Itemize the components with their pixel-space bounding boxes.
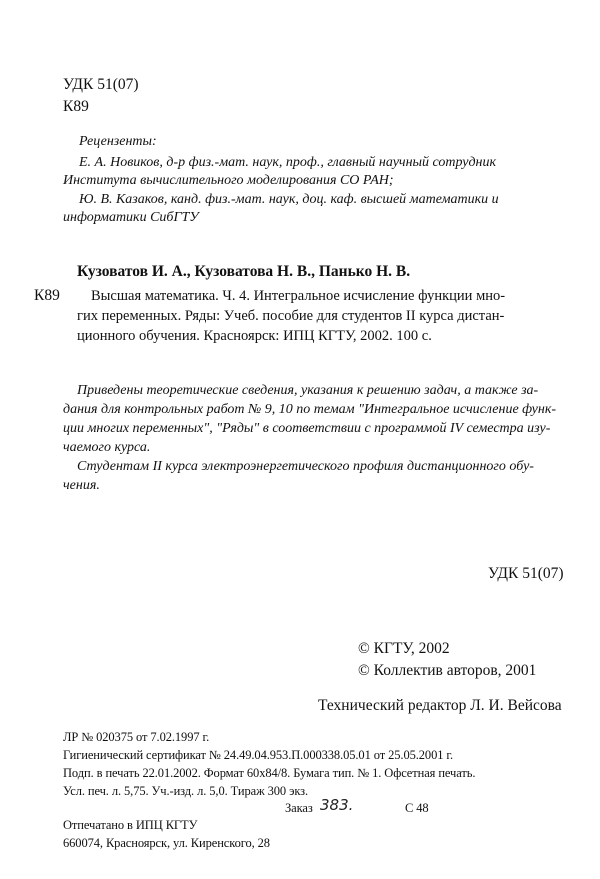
authors: Кузоватов И. А., Кузоватова Н. В., Панько Н. В. [77, 263, 411, 280]
copyright-line: © КГТУ, 2002 [358, 640, 450, 657]
annotation-line: ции многих переменных", "Ряды" в соответствии с программой IV семестра изу- [63, 421, 551, 436]
biblio-line: гих переменных. Ряды: Учеб. пособие для студентов II курса дистан- [77, 308, 505, 324]
reviewer-line: Ю. В. Казаков, канд. физ.-мат. наук, доц. каф. высшей математики и [79, 192, 499, 207]
imprint-line: Усл. печ. л. 5,75. Уч.-изд. л. 5,0. Тираж 300 экз. [63, 784, 309, 798]
reviewer-line: Е. А. Новиков, д-р физ.-мат. наук, проф., главный научный сотрудник [79, 155, 497, 170]
imprint-line: ЛР № 020375 от 7.02.1997 г. [63, 730, 210, 744]
order-label: Заказ [285, 801, 313, 815]
udk-top: УДК 51(07) [63, 76, 139, 93]
biblio-line: Высшая математика. Ч. 4. Интегральное исчисление функции мно- [91, 288, 506, 304]
annotation-line: Студентам II курса электроэнергетического профиля дистанционного обу- [77, 459, 534, 474]
biblio-line: ционного обучения. Красноярск: ИПЦ КГТУ, 2002. 100 с. [77, 328, 432, 344]
reviewers-title: Рецензенты: [79, 134, 157, 149]
copyright-line: © Коллектив авторов, 2001 [358, 662, 537, 679]
printer-address: 660074, Красноярск, ул. Киренского, 28 [63, 836, 270, 850]
reviewer-line: Института вычислительного моделирования СО РАН; [63, 173, 394, 188]
technical-editor: Технический редактор Л. И. Вейсова [318, 697, 562, 714]
biblio-code: К89 [34, 287, 60, 304]
annotation-line: Приведены теоретические сведения, указания к решению задач, а также за- [77, 383, 539, 398]
order-code: С 48 [405, 801, 429, 815]
bbk-code: К89 [63, 98, 89, 115]
annotation-line: дания для контрольных работ № 9, 10 по темам "Интегральное исчисление функ- [63, 402, 557, 417]
annotation-line: чаемого курса. [63, 440, 151, 455]
reviewer-line: информатики СибГТУ [63, 210, 199, 225]
order-number-handwritten: 383. [320, 796, 354, 814]
printed-at: Отпечатано в ИПЦ КГТУ [63, 818, 198, 832]
imprint-line: Гигиенический сертификат № 24.49.04.953.П.000338.05.01 от 25.05.2001 г. [63, 748, 454, 762]
imprint-line: Подп. в печать 22.01.2002. Формат 60x84/8. Бумага тип. № 1. Офсетная печать. [63, 766, 476, 780]
annotation-line: чения. [63, 478, 100, 493]
udk-bottom: УДК 51(07) [488, 565, 564, 582]
